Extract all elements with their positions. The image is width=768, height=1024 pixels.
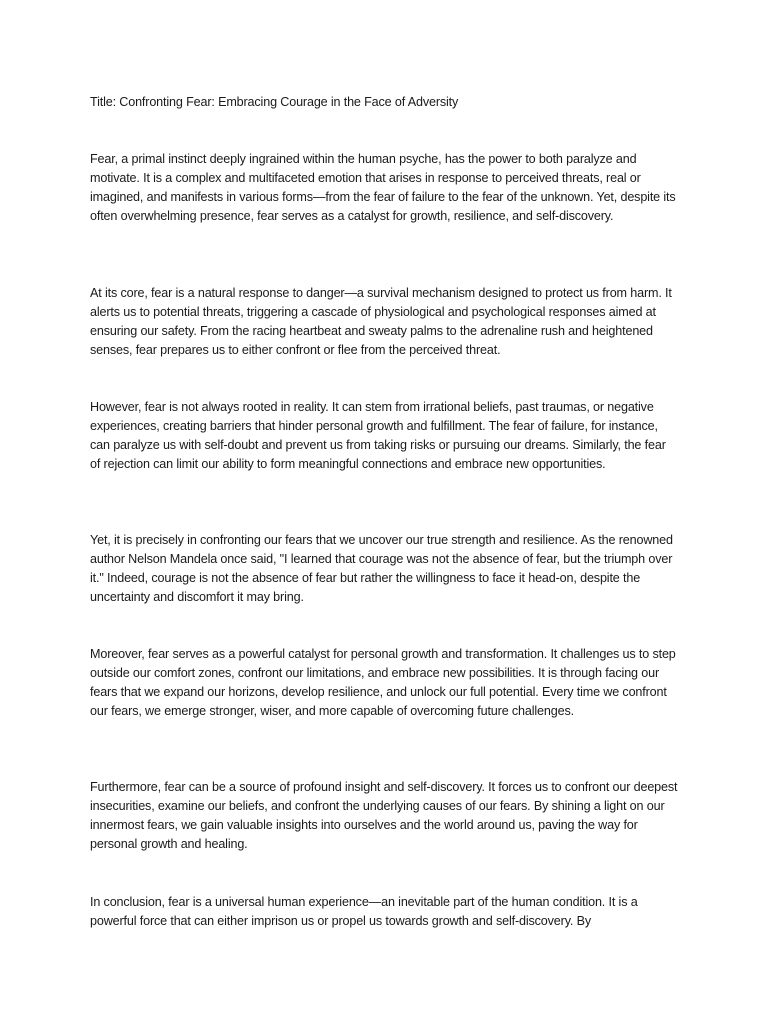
paragraph-5: Moreover, fear serves as a powerful catalyst for personal growth and transformation. It challenges us to step outside our comfort zones, confront our limitations, and embrace new possibilities. It is through facing our fears that we expand our horizons, develop resilience, and unlock our full potential. Every time we confront our fears, we emerge stronger, wiser, and more capable of overcoming future challenges.	[90, 647, 676, 718]
paragraph-4: Yet, it is precisely in confronting our fears that we uncover our true strength and resilience. As the renowned author Nelson Mandela once said, "I learned that courage was not the absence of fear, but the triumph over it." Indeed, courage is not the absence of fear but rather the willingness to face it head-on, despite the uncertainty and discomfort it may bring.	[90, 533, 673, 604]
paragraph-1: Fear, a primal instinct deeply ingrained within the human psyche, has the power to both paralyze and motivate. It is a complex and multifaceted emotion that arises in response to perceived threats, real or imagined, and manifests in various forms—from the fear of failure to the fear of the unknown. Yet, despite its often overwhelming presence, fear serves as a catalyst for growth, resilience, and self-discovery.	[90, 152, 676, 223]
document-title: Title: Confronting Fear: Embracing Courage in the Face of Adversity	[90, 95, 459, 109]
paragraph-6: Furthermore, fear can be a source of profound insight and self-discovery. It forces us to confront our deepest insecurities, examine our beliefs, and confront the underlying causes of our fears. By shining a light on our innermost fears, we gain valuable insights into ourselves and the world around us, paving the way for personal growth and healing.	[90, 780, 678, 851]
paragraph-7: In conclusion, fear is a universal human experience—an inevitable part of the human condition. It is a powerful force that can either imprison us or propel us towards growth and self-discovery. By	[90, 895, 638, 928]
paragraph-2: At its core, fear is a natural response to danger—a survival mechanism designed to protect us from harm. It alerts us to potential threats, triggering a cascade of physiological and psychological responses aimed at ensuring our safety. From the racing heartbeat and sweaty palms to the adrenaline rush and heightened senses, fear prepares us to either confront or flee from the perceived threat.	[90, 286, 672, 357]
paragraph-3: However, fear is not always rooted in reality. It can stem from irrational beliefs, past traumas, or negative experiences, creating barriers that hinder personal growth and fulfillment. The fear of failure, for instance, can paralyze us with self-doubt and prevent us from taking risks or pursuing our dreams. Similarly, the fear of rejection can limit our ability to form meaningful connections and embrace new opportunities.	[90, 400, 666, 471]
